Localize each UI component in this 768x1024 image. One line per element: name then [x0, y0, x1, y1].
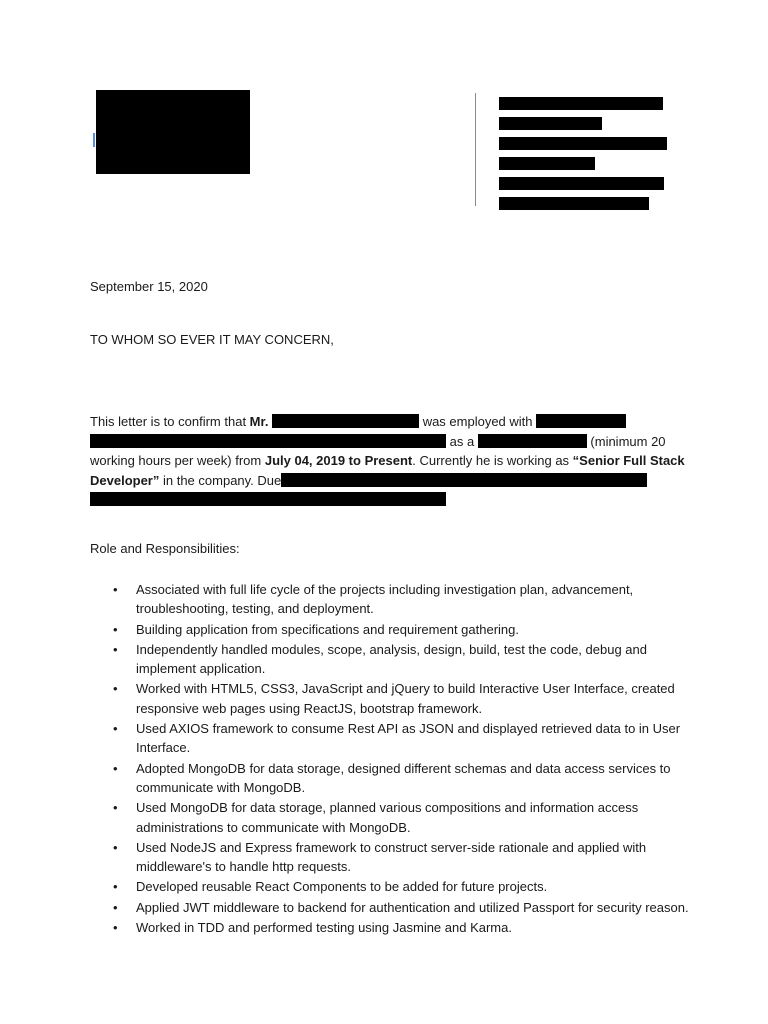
redacted-reason-line-2 — [90, 492, 446, 506]
text-cursor — [93, 133, 95, 147]
list-item: • Used AXIOS framework to consume Rest API as JSON and displayed retrieved data to in User Interface. — [90, 719, 690, 758]
redacted-address-line-2 — [499, 117, 602, 130]
para-text-4: . Currently he is working as — [412, 453, 573, 468]
employment-dates: July 04, 2019 to Present — [264, 453, 413, 468]
list-item: • Worked in TDD and performed testing using Jasmine and Karma. — [90, 918, 690, 937]
redacted-company-name — [536, 414, 626, 428]
job-title: “Senior Full Stack Developer” — [90, 453, 685, 488]
redacted-employee-name — [272, 414, 419, 428]
para-text-5: in the company. Due — [159, 472, 282, 488]
salutation: TO WHOM SO EVER IT MAY CONCERN, — [90, 332, 334, 347]
para-text-2: was employed with — [419, 414, 537, 429]
list-item: • Developed reusable React Components to be added for future projects. — [90, 877, 690, 896]
list-item: • Used NodeJS and Express framework to construct server-side rationale and applied with middleware's to handle http requests. — [90, 838, 690, 877]
redacted-reason-line-1 — [281, 473, 647, 487]
redacted-address-line-6 — [499, 197, 649, 210]
redacted-address-line-1 — [499, 97, 663, 110]
redacted-company-detail — [90, 434, 446, 448]
para-text-3: (minimum 20 working hours per week) from — [90, 433, 666, 468]
redacted-logo — [96, 90, 250, 174]
title-mr: Mr. — [249, 414, 273, 429]
letter-date: September 15, 2020 — [90, 279, 208, 294]
responsibilities-list — [90, 580, 690, 938]
section-title: Role and Responsibilities: — [90, 541, 240, 556]
list-item: • Independently handled modules, scope, analysis, design, build, test the code, debug and implement application. — [90, 640, 690, 679]
list-item: • Adopted MongoDB for data storage, designed different schemas and data access services to communicate with MongoDB. — [90, 759, 690, 798]
list-item: • Used MongoDB for data storage, planned various compositions and information access administrations to communicate with MongoDB. — [90, 798, 690, 837]
redacted-address-line-3 — [499, 137, 667, 150]
list-item: • Applied JWT middleware to backend for authentication and utilized Passport for security reason. — [90, 898, 690, 917]
list-item: • Building application from specifications and requirement gathering. — [90, 620, 690, 639]
para-as-a: as a — [446, 433, 478, 449]
confirmation-paragraph — [90, 412, 690, 510]
redacted-position — [478, 434, 587, 448]
list-item: • Associated with full life cycle of the projects including investigation plan, advancement, troubleshooting, testing, and deployment. — [90, 580, 690, 619]
list-item: • Worked with HTML5, CSS3, JavaScript and jQuery to build Interactive User Interface, created responsive web pages using ReactJS, bootstrap framework. — [90, 679, 690, 718]
header-divider — [475, 93, 476, 206]
redacted-address-line-4 — [499, 157, 595, 170]
redacted-address-line-5 — [499, 177, 664, 190]
para-text-1: This letter is to confirm that — [90, 414, 250, 429]
